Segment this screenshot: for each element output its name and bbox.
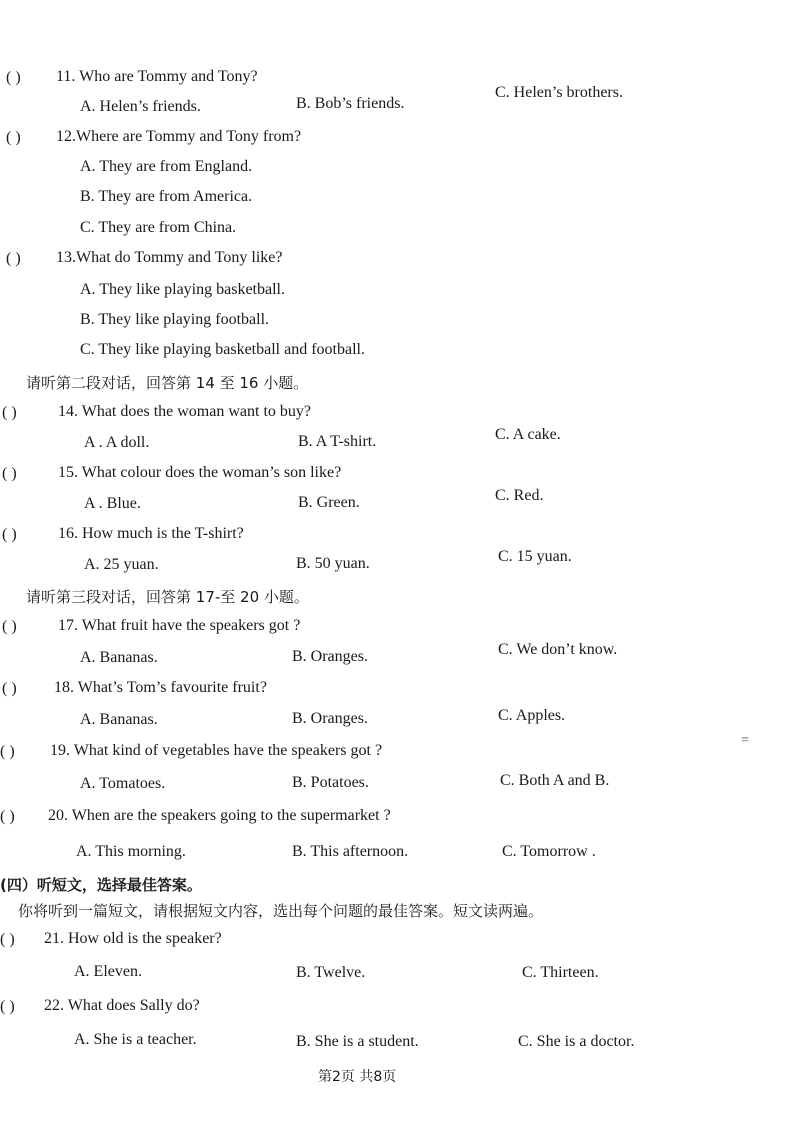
option-17-b: B. Oranges. [292,648,368,665]
instruction-dialogue-2: 请听第二段对话，回答第 14 至 16 小题。 [26,374,309,392]
question-20: 20. When are the speakers going to the supermarket ? [48,807,391,824]
option-13-c: C. They like playing basketball and football. [80,341,365,358]
option-19-c: C. Both A and B. [500,772,610,789]
option-11-b: B. Bob’s friends. [296,95,405,112]
option-20-c: C. Tomorrow . [502,843,596,860]
option-15-b: B. Green. [298,494,360,511]
question-16: 16. How much is the T-shirt? [58,525,244,542]
section-4-instruction: 你将听到一篇短文，请根据短文内容，选出每个问题的最佳答案。短文读两遍。 [18,902,544,920]
option-14-a: A . A doll. [84,434,150,451]
option-18-a: A. Bananas. [80,711,158,728]
option-16-a: A. 25 yuan. [84,556,159,573]
option-12-b: B. They are from America. [80,188,253,205]
question-22: 22. What does Sally do? [44,997,200,1014]
answer-bracket-16[interactable]: ( ) [2,526,17,543]
option-21-b: B. Twelve. [296,964,366,981]
margin-mark: = [741,733,749,748]
answer-bracket-17[interactable]: ( ) [2,618,17,635]
option-15-a: A . Blue. [84,495,141,512]
option-16-b: B. 50 yuan. [296,555,370,572]
answer-bracket-13[interactable]: ( ) [6,250,21,267]
answer-bracket-12[interactable]: ( ) [6,129,21,146]
option-17-c: C. We don’t know. [498,641,618,658]
option-14-b: B. A T-shirt. [298,433,377,450]
option-19-a: A. Tomatoes. [80,775,166,792]
answer-bracket-15[interactable]: ( ) [2,465,17,482]
answer-bracket-14[interactable]: ( ) [2,404,17,421]
option-20-b: B. This afternoon. [292,843,409,860]
answer-bracket-22[interactable]: ( ) [0,998,15,1015]
option-19-b: B. Potatoes. [292,774,369,791]
option-20-a: A. This morning. [76,843,186,860]
option-21-a: A. Eleven. [74,963,142,980]
question-12: 12.Where are Tommy and Tony from? [56,128,302,145]
option-12-a: A. They are from England. [80,158,253,175]
option-14-c: C. A cake. [495,426,561,443]
answer-bracket-18[interactable]: ( ) [2,680,17,697]
question-21: 21. How old is the speaker? [44,930,222,947]
page-footer: 第2页 共8页 [318,1069,397,1085]
option-21-c: C. Thirteen. [522,964,599,981]
answer-bracket-20[interactable]: ( ) [0,808,15,825]
option-16-c: C. 15 yuan. [498,548,572,565]
answer-bracket-21[interactable]: ( ) [0,931,15,948]
question-13: 13.What do Tommy and Tony like? [56,249,283,266]
option-13-b: B. They like playing football. [80,311,270,328]
option-17-a: A. Bananas. [80,649,158,666]
option-22-a: A. She is a teacher. [74,1031,197,1048]
option-11-a: A. Helen’s friends. [80,98,201,115]
option-11-c: C. Helen’s brothers. [495,84,623,101]
option-12-c: C. They are from China. [80,219,237,236]
question-11: 11. Who are Tommy and Tony? [56,68,258,85]
question-15: 15. What colour does the woman’s son like? [58,464,342,481]
option-22-c: C. She is a doctor. [518,1033,635,1050]
question-17: 17. What fruit have the speakers got ? [58,617,301,634]
section-4-heading: (四）听短文，选择最佳答案。 [0,876,202,894]
instruction-dialogue-3: 请听第三段对话，回答第 17-至 20 小题。 [26,588,309,606]
option-15-c: C. Red. [495,487,544,504]
option-13-a: A. They like playing basketball. [80,281,285,298]
question-14: 14. What does the woman want to buy? [58,403,311,420]
question-19: 19. What kind of vegetables have the speakers got ? [50,742,383,759]
question-18: 18. What’s Tom’s favourite fruit? [54,679,267,696]
answer-bracket-11[interactable]: ( ) [6,69,21,86]
option-18-b: B. Oranges. [292,710,368,727]
option-22-b: B. She is a student. [296,1033,419,1050]
option-18-c: C. Apples. [498,707,566,724]
answer-bracket-19[interactable]: ( ) [0,743,15,760]
